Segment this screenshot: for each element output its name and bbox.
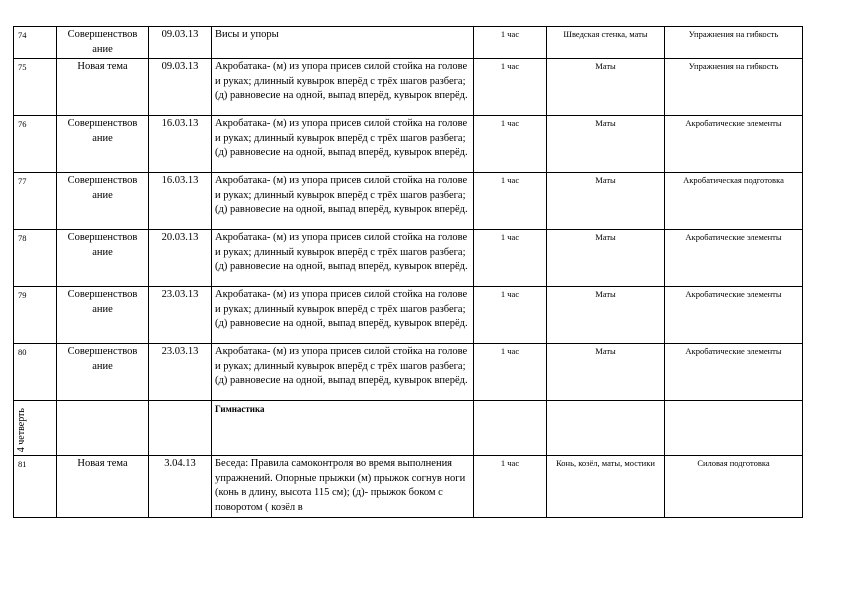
lesson-hours: 1 час: [474, 287, 547, 344]
lesson-plan-table: [13, 26, 803, 518]
lesson-number: 78: [14, 230, 57, 287]
table-row: [14, 173, 803, 230]
lesson-notes: Силовая подготовка: [665, 456, 803, 517]
lesson-type: Совершенствов ание: [57, 116, 149, 173]
lesson-date: 09.03.13: [149, 59, 212, 116]
lesson-type: Совершенствов ание: [57, 344, 149, 401]
lesson-notes: Упражнения на гибкость: [665, 27, 803, 59]
quarter-label: 4 четверть: [16, 407, 27, 453]
lesson-hours: 1 час: [474, 173, 547, 230]
table-row: [14, 230, 803, 287]
lesson-content: Акробатака- (м) из упора присев силой стойка на голове и руках; длинный кувырок вперёд с трёх шагов разбега; (д) равновесие на одной, выпад вперёд, кувырок вперёд.: [212, 287, 474, 344]
lesson-hours: 1 час: [474, 116, 547, 173]
section-title: Гимнастика: [212, 401, 474, 456]
lesson-content: Акробатака- (м) из упора присев силой стойка на голове и руках; длинный кувырок вперёд с трёх шагов разбега; (д) равновесие на одной, выпад вперёд, кувырок вперёд.: [212, 344, 474, 401]
lesson-equipment: Маты: [547, 116, 665, 173]
quarter-row: [14, 401, 803, 456]
lesson-equipment: Конь, козёл, маты, мостики: [547, 456, 665, 517]
lesson-date: 16.03.13: [149, 116, 212, 173]
lesson-hours: 1 час: [474, 344, 547, 401]
lesson-date: 16.03.13: [149, 173, 212, 230]
lesson-type: Новая тема: [57, 59, 149, 116]
table-row: [14, 344, 803, 401]
lesson-content: Акробатака- (м) из упора присев силой стойка на голове и руках; длинный кувырок вперёд с трёх шагов разбега; (д) равновесие на одной, выпад вперёд, кувырок вперёд.: [212, 173, 474, 230]
table-row: [14, 287, 803, 344]
lesson-number: 80: [14, 344, 57, 401]
lesson-type: Совершенствов ание: [57, 27, 149, 59]
lesson-content: Акробатака- (м) из упора присев силой стойка на голове и руках; длинный кувырок вперёд с трёх шагов разбега; (д) равновесие на одной, выпад вперёд, кувырок вперёд.: [212, 230, 474, 287]
empty-cell: [57, 401, 149, 456]
lesson-equipment: Маты: [547, 287, 665, 344]
lesson-notes: Акробатические элементы: [665, 344, 803, 401]
lesson-notes: Акробатические элементы: [665, 287, 803, 344]
lesson-date: 3.04.13: [149, 456, 212, 517]
lesson-type: Совершенствов ание: [57, 230, 149, 287]
lesson-type: Совершенствов ание: [57, 173, 149, 230]
lesson-number: 77: [14, 173, 57, 230]
lesson-number: 75: [14, 59, 57, 116]
lesson-type: Новая тема: [57, 456, 149, 517]
lesson-notes: Упражнения на гибкость: [665, 59, 803, 116]
lesson-equipment: Шведская стенка, маты: [547, 27, 665, 59]
lesson-content: Акробатака- (м) из упора присев силой стойка на голове и руках; длинный кувырок вперёд с трёх шагов разбега; (д) равновесие на одной, выпад вперёд, кувырок вперёд.: [212, 59, 474, 116]
table-row: [14, 456, 803, 517]
lesson-hours: 1 час: [474, 27, 547, 59]
empty-cell: [474, 401, 547, 456]
table-row: [14, 27, 803, 59]
lesson-notes: Акробатическая подготовка: [665, 173, 803, 230]
lesson-equipment: Маты: [547, 59, 665, 116]
lesson-date: 09.03.13: [149, 27, 212, 59]
lesson-equipment: Маты: [547, 344, 665, 401]
lesson-number: 81: [14, 456, 57, 517]
lesson-hours: 1 час: [474, 59, 547, 116]
lesson-date: 23.03.13: [149, 344, 212, 401]
lesson-number: 74: [14, 27, 57, 59]
lesson-notes: Акробатические элементы: [665, 116, 803, 173]
lesson-number: 79: [14, 287, 57, 344]
empty-cell: [547, 401, 665, 456]
empty-cell: [149, 401, 212, 456]
table-body: [14, 27, 803, 518]
empty-cell: [665, 401, 803, 456]
table-row: [14, 116, 803, 173]
lesson-date: 23.03.13: [149, 287, 212, 344]
lesson-type: Совершенствов ание: [57, 287, 149, 344]
lesson-notes: Акробатические элементы: [665, 230, 803, 287]
lesson-hours: 1 час: [474, 456, 547, 517]
table-row: [14, 59, 803, 116]
lesson-content: Беседа: Правила самоконтроля во время выполнения упражнений. Опорные прыжки (м) прыжок согнув ноги (конь в длину, высота 115 см); (д)- прыжок боком с поворотом ( козёл в: [212, 456, 474, 517]
lesson-equipment: Маты: [547, 230, 665, 287]
quarter-label-cell: [14, 401, 57, 456]
lesson-equipment: Маты: [547, 173, 665, 230]
lesson-number: 76: [14, 116, 57, 173]
lesson-content: Висы и упоры: [212, 27, 474, 59]
lesson-date: 20.03.13: [149, 230, 212, 287]
lesson-hours: 1 час: [474, 230, 547, 287]
lesson-content: Акробатака- (м) из упора присев силой стойка на голове и руках; длинный кувырок вперёд с трёх шагов разбега; (д) равновесие на одной, выпад вперёд, кувырок вперёд.: [212, 116, 474, 173]
